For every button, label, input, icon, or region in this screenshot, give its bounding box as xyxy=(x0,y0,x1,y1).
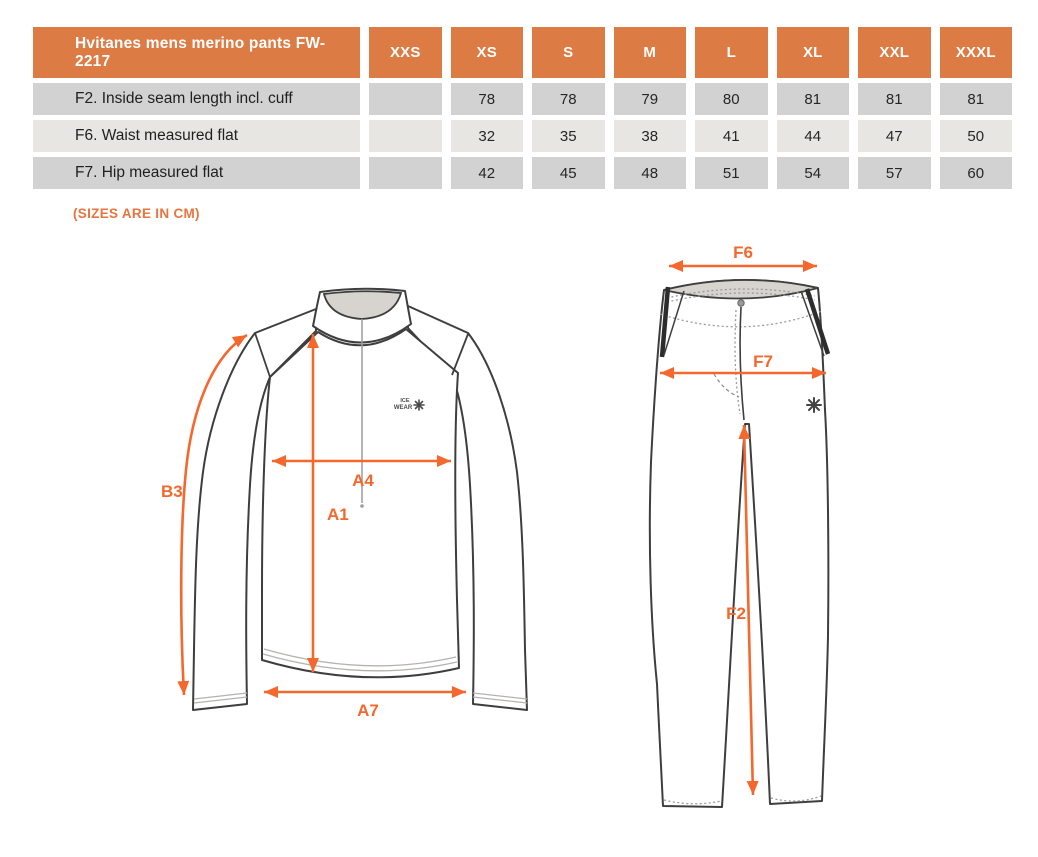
size-col-header-xl: XL xyxy=(777,27,850,78)
value-cell: 47 xyxy=(858,120,931,152)
value-cell: 60 xyxy=(940,157,1013,189)
value-cell: 57 xyxy=(858,157,931,189)
size-chart-table xyxy=(33,27,1012,189)
value-cell: 51 xyxy=(695,157,768,189)
value-cell: 44 xyxy=(777,120,850,152)
value-cell: 78 xyxy=(532,83,605,115)
value-cell: 81 xyxy=(858,83,931,115)
value-cell: 80 xyxy=(695,83,768,115)
value-cell: 50 xyxy=(940,120,1013,152)
size-col-header-m: M xyxy=(614,27,687,78)
value-cell: 81 xyxy=(940,83,1013,115)
value-cell: 41 xyxy=(695,120,768,152)
row-label-f7: F7. Hip measured flat xyxy=(33,157,360,189)
shirt-drawing xyxy=(161,289,527,720)
value-cell: 79 xyxy=(614,83,687,115)
measure-label-a1: A1 xyxy=(327,505,349,524)
size-col-header-xxxl: XXXL xyxy=(940,27,1013,78)
value-cell: 81 xyxy=(777,83,850,115)
row-label-f2: F2. Inside seam length incl. cuff xyxy=(33,83,360,115)
value-cell: 54 xyxy=(777,157,850,189)
value-cell: 45 xyxy=(532,157,605,189)
value-cell: 48 xyxy=(614,157,687,189)
shirt-measurement-diagram xyxy=(150,250,590,740)
row-label-f6: F6. Waist measured flat xyxy=(33,120,360,152)
brand-logo-line1: ICE xyxy=(400,398,410,404)
pants-body xyxy=(650,280,829,807)
value-cell: 42 xyxy=(451,157,524,189)
measure-label-b3: B3 xyxy=(161,482,183,501)
shirt-zipper-pull xyxy=(360,504,364,508)
snowflake-icon xyxy=(414,400,424,410)
value-cell: 32 xyxy=(451,120,524,152)
value-cell xyxy=(369,120,442,152)
measure-label-f6: F6 xyxy=(733,243,753,262)
size-col-header-xs: XS xyxy=(451,27,524,78)
value-cell: 35 xyxy=(532,120,605,152)
value-cell: 38 xyxy=(614,120,687,152)
pants-drawing xyxy=(650,243,829,807)
pants-measurement-diagram xyxy=(620,240,1038,852)
sizes-unit-note: (SIZES ARE IN CM) xyxy=(73,206,200,221)
product-title: Hvitanes mens merino pants FW-2217 xyxy=(33,27,360,78)
size-col-header-l: L xyxy=(695,27,768,78)
brand-logo-line2: WEAR xyxy=(393,405,413,411)
size-col-header-xxs: XXS xyxy=(369,27,442,78)
measure-label-a7: A7 xyxy=(357,701,379,720)
value-cell xyxy=(369,157,442,189)
size-col-header-s: S xyxy=(532,27,605,78)
snowflake-icon xyxy=(807,398,821,412)
measure-label-f2: F2 xyxy=(726,604,746,623)
measure-label-a4: A4 xyxy=(352,471,374,490)
measure-label-f7: F7 xyxy=(753,352,773,371)
value-cell xyxy=(369,83,442,115)
value-cell: 78 xyxy=(451,83,524,115)
waist-button xyxy=(738,300,744,306)
shirt-body xyxy=(262,329,459,677)
size-col-header-xxl: XXL xyxy=(858,27,931,78)
